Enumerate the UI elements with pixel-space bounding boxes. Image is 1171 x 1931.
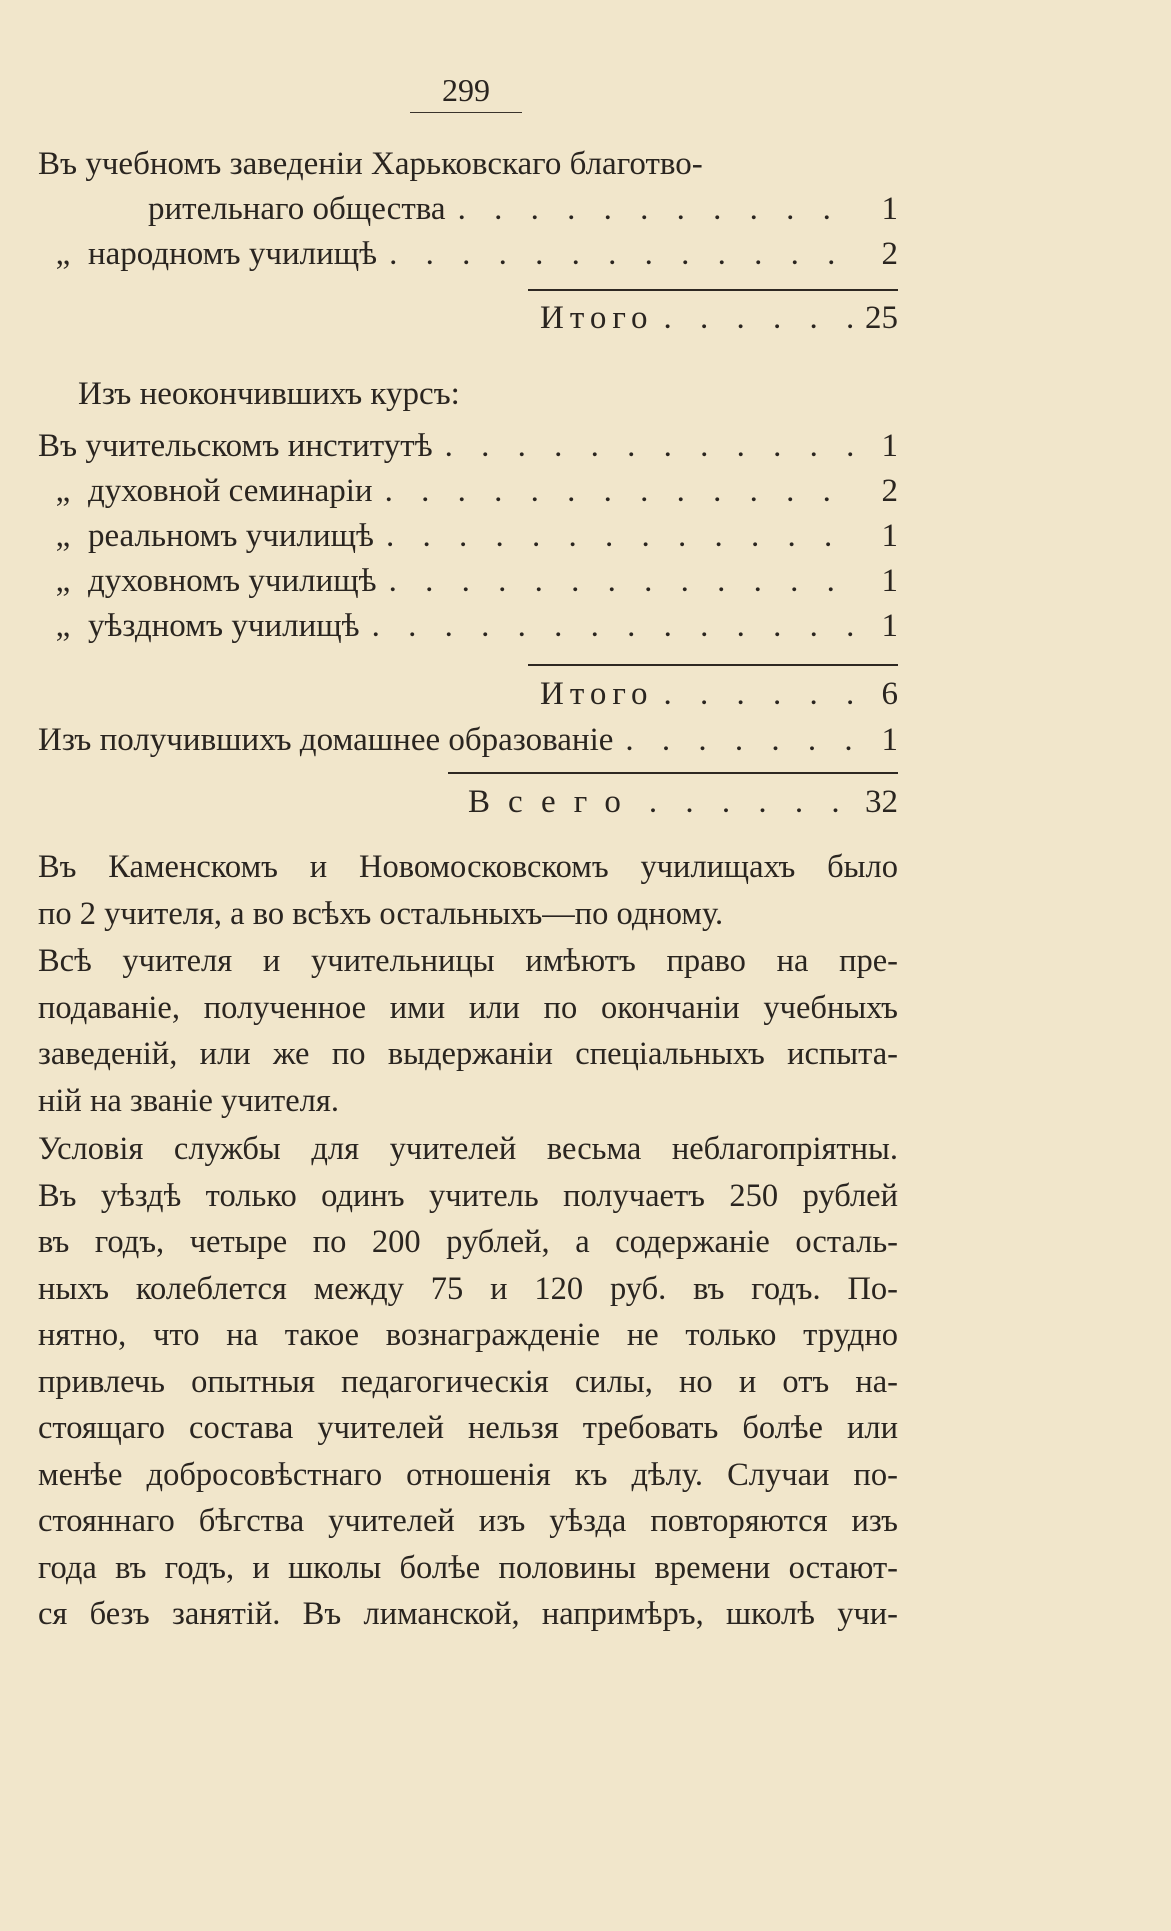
paragraph-teacher-rights <box>38 938 898 1124</box>
ditto-mark: „ <box>55 236 71 272</box>
dot-leader <box>654 672 882 717</box>
text-line: привлечь опытныя педагогическія силы, но и отъ на- <box>38 1363 898 1400</box>
grand-total-label: Всего <box>468 784 639 820</box>
list-item <box>38 514 898 559</box>
dot-leader <box>433 424 858 469</box>
item-count: 1 <box>881 428 898 464</box>
dot-leader <box>373 469 858 514</box>
page-number: 299 <box>410 68 522 113</box>
grand-total-row <box>468 780 898 825</box>
dot-leader <box>613 718 858 763</box>
item-label: духовномъ училищѣ <box>88 563 377 599</box>
text-line: ся безъ занятій. Въ лиманской, напримѣръ, школѣ учи- <box>38 1596 898 1632</box>
total-row <box>540 672 898 717</box>
dot-leader <box>374 514 858 559</box>
item-label: уѣздномъ училищѣ <box>88 608 360 644</box>
section-non-graduates <box>38 424 898 649</box>
list-item <box>38 604 898 649</box>
item-count: 1 <box>881 191 898 227</box>
dot-leader <box>446 187 858 232</box>
ditto-mark: „ <box>55 608 71 644</box>
text-line: менѣе добросовѣстнаго отношенія къ дѣлу. Случаи по- <box>38 1456 898 1493</box>
section-graduates-other <box>38 142 898 277</box>
text-line: подаваніе, полученное ими или по окончаніи учебныхъ <box>38 989 898 1026</box>
dot-leader <box>654 296 865 341</box>
text-line: Въ Каменскомъ и Новомосковскомъ училищахъ было <box>38 849 898 885</box>
ditto-mark: „ <box>55 473 71 509</box>
total-value: 6 <box>881 676 898 712</box>
dot-leader <box>377 232 858 277</box>
paragraph-teachers-count <box>38 844 898 937</box>
text-line: Всѣ учителя и учительницы имѣютъ право на пре- <box>38 943 898 979</box>
text-line: нятно, что на такое вознагражденіе не только трудно <box>38 1317 898 1353</box>
item-label: рительнаго общества <box>148 191 446 227</box>
item-count: 1 <box>881 518 898 554</box>
text-line: ныхъ колеблется между 75 и 120 руб. въ годъ. По- <box>38 1270 898 1307</box>
ditto-mark: „ <box>55 518 71 554</box>
total-label: Итого <box>540 676 654 712</box>
text-line: стоящаго состава учителей нельзя требовать болѣе или <box>38 1410 898 1446</box>
total-value: 25 <box>865 300 898 336</box>
list-item <box>38 424 898 469</box>
list-item <box>38 142 898 187</box>
item-count: 2 <box>881 473 898 509</box>
item-count: 1 <box>881 563 898 599</box>
paragraph-service-conditions <box>38 1126 898 1638</box>
item-label: народномъ училищѣ <box>88 236 378 272</box>
grand-total-value: 32 <box>865 784 898 820</box>
list-item <box>38 718 898 763</box>
item-count: 1 <box>881 722 898 758</box>
dot-leader <box>639 780 865 825</box>
list-item <box>38 232 898 277</box>
text-line: Условія службы для учителей весьма неблагопріятны. <box>38 1131 898 1167</box>
list-item <box>38 187 898 232</box>
text-line: заведеній, или же по выдержаніи спеціальныхъ испыта- <box>38 1036 898 1072</box>
item-label: духовной семинаріи <box>88 473 373 509</box>
grand-total-rule <box>448 772 898 774</box>
item-label: Изъ получившихъ домашнее образованіе <box>38 722 614 758</box>
section-home-educated <box>38 718 898 763</box>
item-count: 2 <box>881 236 898 272</box>
section-heading: Изъ неокончившихъ курсъ: <box>78 376 460 412</box>
dot-leader <box>377 559 858 604</box>
total-row <box>540 296 898 341</box>
total-label: Итого <box>540 300 654 336</box>
text-line: стояннаго бѣгства учителей изъ уѣзда повторяются изъ <box>38 1503 898 1539</box>
ditto-mark: „ <box>55 563 71 599</box>
text-line: года въ годъ, и школы болѣе половины времени остают- <box>38 1549 898 1586</box>
item-label: Въ учительскомъ институтѣ <box>38 428 433 464</box>
item-label: реальномъ училищѣ <box>88 518 374 554</box>
text-line: Въ уѣздѣ только одинъ учитель получаетъ 250 рублей <box>38 1177 898 1214</box>
text-line: въ годъ, четыре по 200 рублей, а содержаніе осталь- <box>38 1224 898 1260</box>
total-rule <box>528 289 898 291</box>
list-item <box>38 559 898 604</box>
dot-leader <box>360 604 858 649</box>
list-item <box>38 469 898 514</box>
total-rule <box>528 664 898 666</box>
item-label: Въ учебномъ заведеніи Харьковскаго благотво- <box>38 146 703 182</box>
item-count: 1 <box>881 608 898 644</box>
text-line: по 2 учителя, а во всѣхъ остальныхъ—по одному. <box>38 895 724 932</box>
text-line: ній на званіе учителя. <box>38 1082 339 1119</box>
